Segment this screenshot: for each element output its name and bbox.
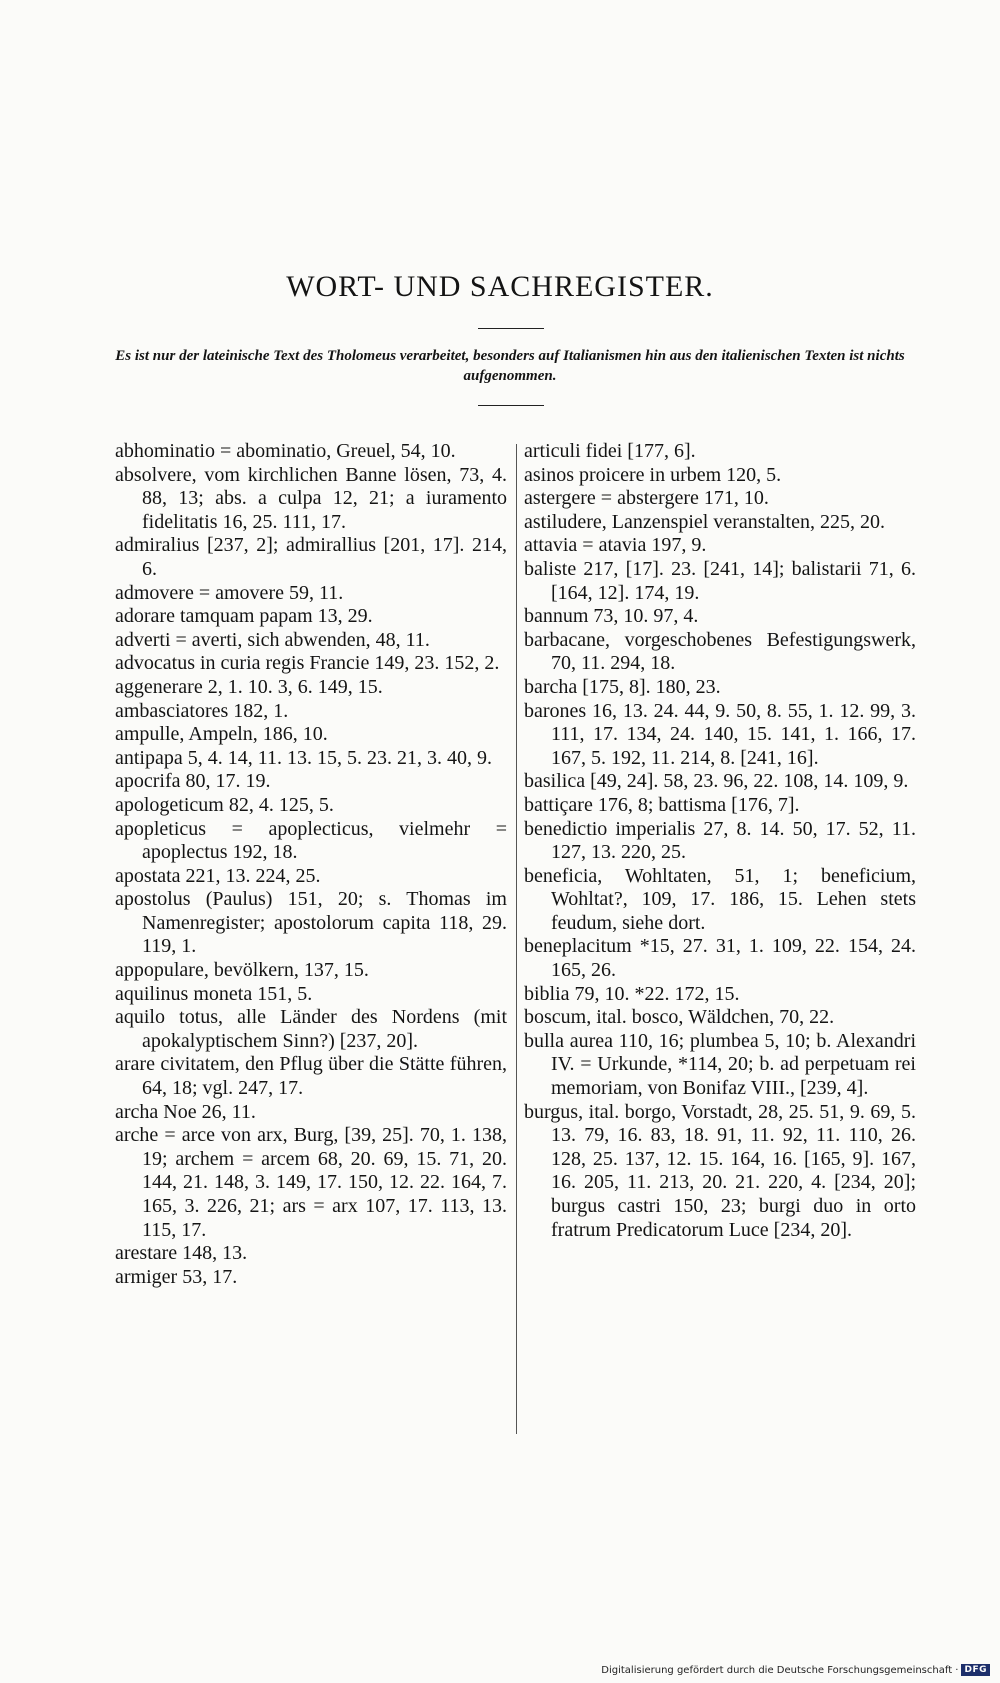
index-entry: admiralius [237, 2]; admirallius [201, 17]. 214, 6. [115,534,507,580]
column-divider [516,444,517,1434]
index-entry: articuli fidei [177, 6]. [524,440,696,462]
index-entry: aggenerare 2, 1. 10. 3, 6. 149, 15. [115,675,383,698]
index-entry: arare civitatem, den Pflug über die Stätte führen, 64, 18; vgl. 247, 17. [115,1053,507,1100]
index-entry: apopleticus = apoplecticus, vielmehr = apoplectus 192, 18. [115,817,507,864]
index-entry: abhominatio = abominatio, Greuel, 54, 10. [115,440,456,462]
index-entry: adverti = averti, sich abwenden, 48, 11. [115,628,430,651]
index-entry: barcha [175, 8]. 180, 23. [524,675,721,698]
index-entry: admovere = amovere 59, 11. [115,581,344,604]
title-rule [478,328,544,329]
index-entry: apocrifa 80, 17. 19. [115,770,271,793]
index-entry: barones 16, 13. 24. 44, 9. 50, 8. 55, 1. 12. 99, 3. 111, 17. 134, 24. 140, 15. 141, 1. 166, 17. 167, 5. 192, 11. 214, 8. [241, 16]. [524,699,916,769]
index-entry: bannum 73, 10. 97, 4. [524,605,699,628]
index-entry: benedictio imperialis 27, 8. 14. 50, 17. 52, 11. 127, 13. 220, 25. [524,817,916,864]
index-entry: advocatus in curia regis Francie 149, 23. 152, 2. [115,652,500,675]
index-entry: basilica [49, 24]. 58, 23. 96, 22. 108, 14. 109, 9. [524,770,909,793]
index-entry: beneplacitum *15, 27. 31, 1. 109, 22. 154, 24. 165, 26. [524,935,916,982]
dfg-logo: DFG [961,1664,990,1676]
index-entry: burgus, ital. borgo, Vorstadt, 28, 25. 51, 9. 69, 5. 13. 79, 16. 83, 18. 91, 11. 92, 11. 110, 26. 128, 25. 137, 12. 15. 164, 16. [165, 9]. 167, 16. 205, 11. 213, 20. 21. 220, 4. [234, 20]; burgus castri 150, 23; burgi duo in orto fratrum Predicatorum Luce [234, 20]. [524,1100,916,1241]
index-entry: apostolus (Paulus) 151, 20; s. Thomas im Namenregister; apostolorum capita 118, 29. 119, 1. [115,888,507,958]
index-entry: ambasciatores 182, 1. [115,699,289,722]
index-entry: ampulle, Ampeln, 186, 10. [115,723,328,746]
index-entry: boscum, ital. bosco, Wäldchen, 70, 22. [524,1006,835,1029]
index-entry: apologeticum 82, 4. 125, 5. [115,793,334,816]
index-entry: absolvere, vom kirchlichen Banne lösen, 73, 4. 88, 13; abs. a culpa 12, 21; a iuramento fidelitatis 16, 25. 111, 17. [115,463,507,533]
index-entry: adorare tamquam papam 13, 29. [115,605,373,628]
index-entry: aquilinus moneta 151, 5. [115,982,313,1005]
left-column [115,440,507,1289]
footer-text: Digitalisierung gefördert durch die Deutsche Forschungsgemeinschaft · [601,1664,959,1676]
editorial-note: Es ist nur der lateinische Text des Tholomeus verarbeitet, besonders auf Italianismen hin aus den italienischen Texten ist nichts aufgenommen. [115,348,905,384]
page-title: WORT- UND SACHREGISTER. [286,270,714,303]
index-entry: apostata 221, 13. 224, 25. [115,864,321,887]
index-entry: archa Noe 26, 11. [115,1100,256,1123]
index-entry: beneficia, Wohltaten, 51, 1; beneficium, Wohltat?, 109, 17. 186, 15. Lehen stets feudum, siehe dort. [524,864,916,934]
index-entry: battiçare 176, 8; battisma [176, 7]. [524,793,800,816]
index-entry: astergere = abstergere 171, 10. [524,487,769,510]
index-entry: bulla aurea 110, 16; plumbea 5, 10; b. Alexandri IV. = Urkunde, *114, 20; b. ad perpetuam rei memoriam, von Bonifaz VIII., [239, 4]. [524,1029,916,1100]
index-entry: appopulare, bevölkern, 137, 15. [115,959,369,982]
note-rule [478,405,544,406]
index-entry: attavia = atavia 197, 9. [524,534,707,557]
index-entry: asinos proicere in urbem 120, 5. [524,463,782,486]
index-entry: barbacane, vorgeschobenes Befestigungswerk, 70, 11. 294, 18. [524,628,916,675]
index-entry: aquilo totus, alle Länder des Nordens (mit apokalyptischem Sinn?) [237, 20]. [115,1006,507,1052]
index-entry: armiger 53, 17. [115,1265,238,1288]
index-entry: arche = arce von arx, Burg, [39, 25]. 70, 1. 138, 19; archem = arcem 68, 20. 69, 15. 71, 20. 144, 21. 148, 3. 149, 17. 150, 12. 22. 164, 7. 165, 3. 226, 21; ars = arx 107, 17. 113, 13. 115, 17. [115,1124,507,1241]
index-entry: astiludere, Lanzenspiel veranstalten, 225, 20. [524,510,885,533]
index-entry: antipapa 5, 4. 14, 11. 13. 15, 5. 23. 21, 3. 40, 9. [115,746,493,769]
index-entry: arestare 148, 13. [115,1242,248,1265]
index-entry: baliste 217, [17]. 23. [241, 14]; balistarii 71, 6. [164, 12]. 174, 19. [524,557,916,604]
right-column [524,440,916,1242]
index-entry: biblia 79, 10. *22. 172, 15. [524,982,740,1005]
footer [601,1664,990,1676]
